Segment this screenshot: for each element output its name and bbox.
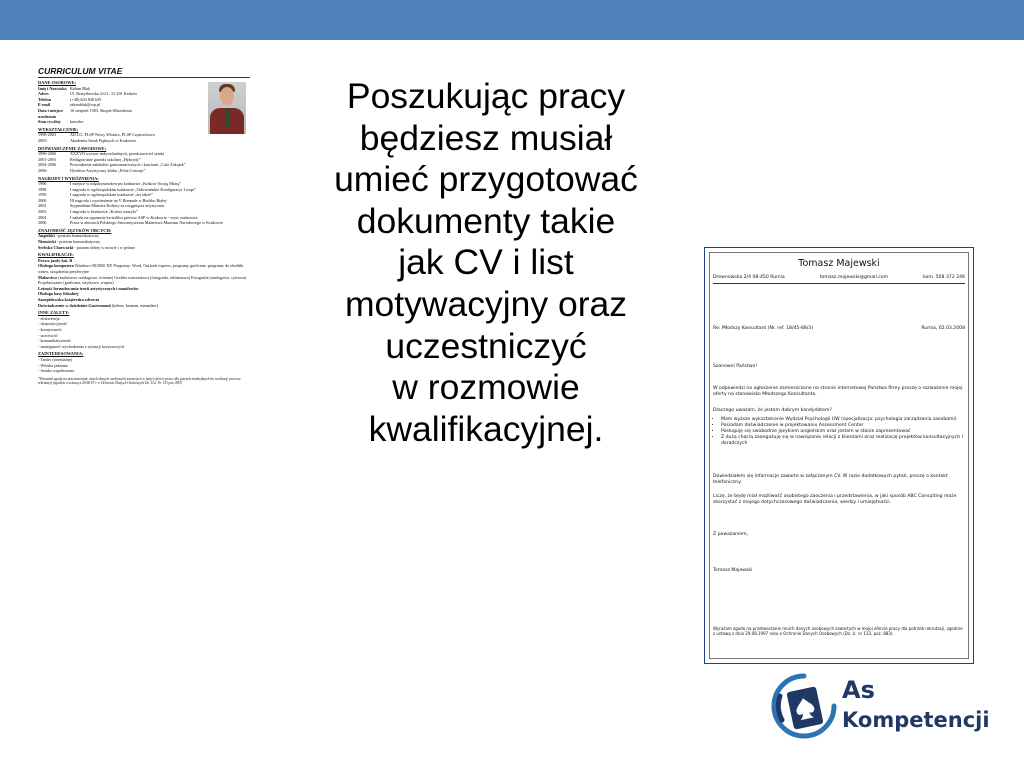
cv-line-label: Malarstwo (38, 274, 58, 280)
cv-row-key: Adres (38, 91, 49, 97)
main-text-line: jak CV i list (398, 242, 574, 283)
spade-card-icon (770, 672, 838, 740)
cv-section-heading: DOŚWIADCZENIE ZAWODOWE: (38, 145, 107, 151)
cv-row-value: kawaler (70, 119, 84, 125)
cv-line-label: Prawo jazdy kat. B (38, 257, 73, 263)
main-text-line: motywacyjny oraz (344, 283, 628, 324)
cv-row-key: Stan cywilny (38, 119, 61, 125)
cv-line-label: Obsługa kasy fiskalnej (38, 291, 79, 297)
cv-row-value: rahimblak@wp.pl (70, 102, 101, 108)
cv-row-key: 2002 (38, 203, 47, 209)
cv-rule (38, 77, 250, 78)
cv-skills-list (38, 258, 250, 308)
cv-line-text: - poziom komunikatywny (55, 239, 101, 245)
cv-line-label: Niemiecki (38, 239, 56, 245)
cv-row-key: 1999 (38, 192, 47, 198)
cv-row-value: I nakała na ogromnie kwietlilsa pierwsz ASP w Krakowie - wyst. malarstwa (70, 214, 198, 220)
cv-section-heading: ZAINTERESOWANIA: (38, 351, 84, 357)
main-text-line: będziesz musiał (359, 117, 613, 158)
letter-paragraph-2: Dowiedziałem się informacje zawarte w załączonym CV. W razie dodatkowych pytań, proszę o kontakt telefoniczny. (713, 474, 948, 485)
cv-row-value: Stypendium Ministra Kultury za osiągnięcia artystyczne (70, 203, 165, 209)
cv-list-item: - komunikatywność (38, 338, 72, 344)
cv-row-key: Telefon (38, 96, 52, 102)
cv-row-value: I miejsce w międzynarodowym konkursie „Krakow Swoją Miarą” (70, 181, 182, 187)
logo-word-kompetencji: Kompetencji (842, 708, 990, 732)
cv-row-key: 2000 (38, 197, 47, 203)
cv-row-key: 2004-2006 (38, 162, 57, 168)
letter-phone: kom. 508 372 246 (923, 275, 965, 280)
cv-list-item: - Sztuka współczesna (38, 368, 75, 374)
cv-row-value: (+48) 604 848 639 (70, 96, 102, 102)
cv-row-value: XII LO, PLSP Nowy Wiśnicz, PLSP Częstochowa (70, 132, 155, 138)
cv-line-label: Sanepidowska książeczka zdrowia (38, 296, 100, 302)
cv-photo (208, 82, 246, 134)
cv-list-item: - dyspozycyjność (38, 321, 68, 327)
cv-line-label: Serbsko Chorwacki (38, 244, 74, 250)
cv-row-key: E-mail (38, 102, 51, 108)
letter-paragraph-3: Liczę, że będę miał możliwość osobistego zaoczenia i przedstawienia, w jaki sposób ABC Consulting może skorzystać z mojego dotychczasowego doświadczenia, wiedzy i umiejętności. (713, 494, 957, 505)
cv-line-label: Doświadczenie w dziedzinie Gastronomii (38, 302, 111, 308)
letter-address: Drewnowska 2/4 08-450 Rumia (713, 275, 785, 280)
cv-row-key: 1998-2003 (38, 132, 57, 138)
cv-row-key: 2001-2003 (38, 156, 57, 162)
cv-list-item: - kreatywność (38, 326, 62, 332)
cv-line-text: - poziom komunikatywny (54, 233, 100, 239)
cv-row-value: Dyrektor Artystyczny klubu „Folia Concept” (70, 167, 146, 173)
cv-row-key: 2003- (38, 137, 48, 143)
main-text-line: uczestniczyć (385, 325, 587, 366)
main-text-line: w rozmowie (392, 367, 580, 408)
cv-section-heading: ZNAJOMOŚĆ JĘZYKÓW OBCYCH: (38, 227, 112, 233)
cv-line (38, 275, 250, 286)
cv-line-label: Angielski (38, 233, 55, 239)
cv-line-text: - poziom dobry w mowie i w piśmie (73, 244, 136, 250)
cv-row-value: I nagroda w ogólnopolskim konkursie „Tułowiańskie Konfiguracje I stopi” (70, 186, 196, 192)
main-text-line: dokumenty takie (356, 200, 616, 241)
cv-line (38, 303, 250, 309)
cv-list-item: - elokwencja (38, 315, 60, 321)
cv-section-heading: DANE OSOBOWE: (38, 80, 76, 85)
cv-row-key: 1996-2006 (38, 151, 57, 157)
letter-contact-line (713, 275, 965, 284)
cv-footnote: *Wyrażam zgodę na przetwarzanie moich danych osobowych zawartych w mojej ofercie pracy dla potrzeb niezbędnych do realizacji procesu rekrutacji (zgodnie z ustawą z 29.08.97 r. o Ochronie Danych Osobowych Dz. Ust. Nr 133 poz. 883) (38, 376, 241, 386)
cv-row (38, 168, 250, 174)
cv-list-item: - Włoska jadzenie (38, 362, 69, 368)
cv-experience-list (38, 151, 250, 173)
cv-section-heading: KWALIFIKACJE: (38, 252, 74, 258)
letter-consent: Wyrażam zgodę na przetwarzanie moich danych osobowych zawartych w mojej ofercie pracy dla potrzeb rekrutacji, zgodnie z ustawą z dnia 29.08.1997 roku o Ochronie Danych Osobowych (Dz. U. nr 133, poz. 883). (713, 626, 963, 637)
letter-inner-frame (709, 252, 969, 659)
cv-awards-list (38, 181, 250, 226)
cv-row-key: Imię i Nazwisko (38, 85, 67, 91)
letter-bullet: • Mam wyższe wykształcenie Wydział Psychologii UW (specjalizacja: psychologia zarządzania zasobami) (721, 417, 965, 423)
letter-question: Dlaczego uważam, że jestem dobrym kandydatem? (713, 408, 832, 413)
letter-signature: Tomasz Majewski (713, 568, 753, 573)
main-text-line: Poszukując pracy (346, 76, 626, 116)
cv-row-value: Praca w zbiorach Polskiego Stowarzyszenia Malarstwa Muzeum Narodowego w Krakowie (70, 220, 223, 226)
cv-row-value: Prowadzenie zakładów gastronomicznych i kawiarni „Cafe Zakątek” (70, 162, 186, 168)
cv-row-key: 2006- (38, 167, 48, 173)
cv-section-heading: INNE ZALETY: (38, 310, 70, 316)
cover-letter-image (704, 247, 974, 664)
cv-row-value: I nagroda w konkursie „Kolory muzyki” (70, 209, 138, 215)
letter-place-date: Rumia, 02.03.2008 (921, 326, 965, 331)
cv-row-value: III nagroda i wyróżnienie na V Biennale w Bielsku Białej (70, 197, 167, 203)
cv-line-text: (malarstwo sztalugowe, ścienne) Grafika warsztatowa (fotografia, reklamowa) Fotografia (analogowa, cyfrowa) Projektowanie (graficzne, użytkowe, wnętrz) (38, 274, 247, 286)
cv-line-text: (kelner, barman, menadżer) (110, 302, 159, 308)
letter-bullet: • Posługuję się swobodnie językiem angielskim oraz jestem w stanie zaprezentować (721, 429, 965, 435)
cv-row-key: 1996 (38, 181, 47, 187)
cv-row-value: Redagowanie gazetki szkolnej „Hybrydy” (70, 156, 141, 162)
cv-line-label: Leżność formułowania teorii artystycznych i manifestów (38, 285, 139, 291)
cv-row-value: XXXVII wystaw indywidualnych, przedstawiciel sztuki (70, 151, 165, 157)
cv-row-value: Ul. Bratysławska 2/s11, 31-201 Kraków (70, 91, 138, 97)
cv-strengths-list (38, 316, 250, 350)
main-text-line: kwalifikacyjnej. (368, 408, 604, 449)
cv-education-list (38, 132, 250, 143)
cv-line-text: Windows 98/2000 XP, Programy: Word, Outlook express, programy graficzne, programy do obróbki wideo, urządzenia peryferyjne (38, 263, 244, 274)
logo-word-as: As (842, 676, 875, 704)
letter-email: tomasz.majewski@gmail.com (819, 275, 889, 280)
letter-salutation: Szanowni Państwo! (713, 364, 758, 369)
main-text-line: umieć przygotować (334, 159, 638, 200)
letter-bullets (713, 417, 965, 447)
cv-row-key: Data i miejsce urodzenia (38, 107, 64, 119)
cv-section-heading: WYKSZTAŁCENIE: (38, 126, 79, 132)
cv-interests-list (38, 357, 250, 374)
cv-list-item: - uczciwość (38, 332, 58, 338)
main-statement (276, 76, 696, 450)
cv-row-key: 1998 (38, 186, 47, 192)
cv-row-key: 2003 (38, 209, 47, 215)
cv-document-image (38, 66, 250, 386)
cv-line (38, 263, 250, 274)
letter-reference: Re: Młodszy Konsultant (Nr. ref. 18/45-88/3) (713, 326, 814, 331)
letter-closing: Z poważaniem, (713, 532, 749, 537)
cv-row-value: Rahim Blak (70, 85, 91, 91)
cv-list-item: - umiejętność wychodzenia z sytuacji kryzysowych (38, 343, 125, 349)
letter-paragraph-1: W odpowiedzi na ogłoszenie zamieszczone na stronie internetowej Państwa firmy proszę o rozważenie mojej oferty na stanowisko Młodszego Konsultanta. (713, 386, 963, 397)
cv-row-value: 16 sierpień 1983, Skopie-Macedonia (70, 107, 132, 113)
cv-languages-list (38, 233, 250, 250)
letter-sender-name: Tomasz Majewski (798, 258, 880, 269)
cv-row-key: 2004 (38, 214, 47, 220)
cv-section-heading: NAGRODY I WYRÓŻNIENIA: (38, 175, 99, 181)
letter-reference-line (713, 326, 965, 332)
cv-title: CURRICULUM VITAE (38, 66, 123, 76)
cv-row-value: Akademia Sztuk Pięknych w Krakowie (70, 137, 137, 143)
top-bar (0, 0, 1024, 40)
cv-list-item: - Taniec (orientalny) (38, 356, 73, 362)
cv-row-key: 2006 (38, 220, 47, 226)
cv-row (38, 138, 250, 144)
cv-line (38, 245, 250, 251)
cv-row (38, 220, 250, 226)
cv-row-value: I nagroda w ogólnopolskim konkursie „art także” (70, 192, 153, 198)
as-kompetencji-logo (770, 672, 1000, 742)
letter-bullet: • Posiadam doświadczenie w projektowaniu Assessment Center (721, 423, 965, 429)
letter-bullet: • Z dużą chęcią zaangażuję się w nawiązanie relacji z klientami oraz realizację projektów konsultacyjnych i doradczych (721, 435, 965, 447)
cv-line-label: Obsługa komputera (38, 263, 74, 269)
